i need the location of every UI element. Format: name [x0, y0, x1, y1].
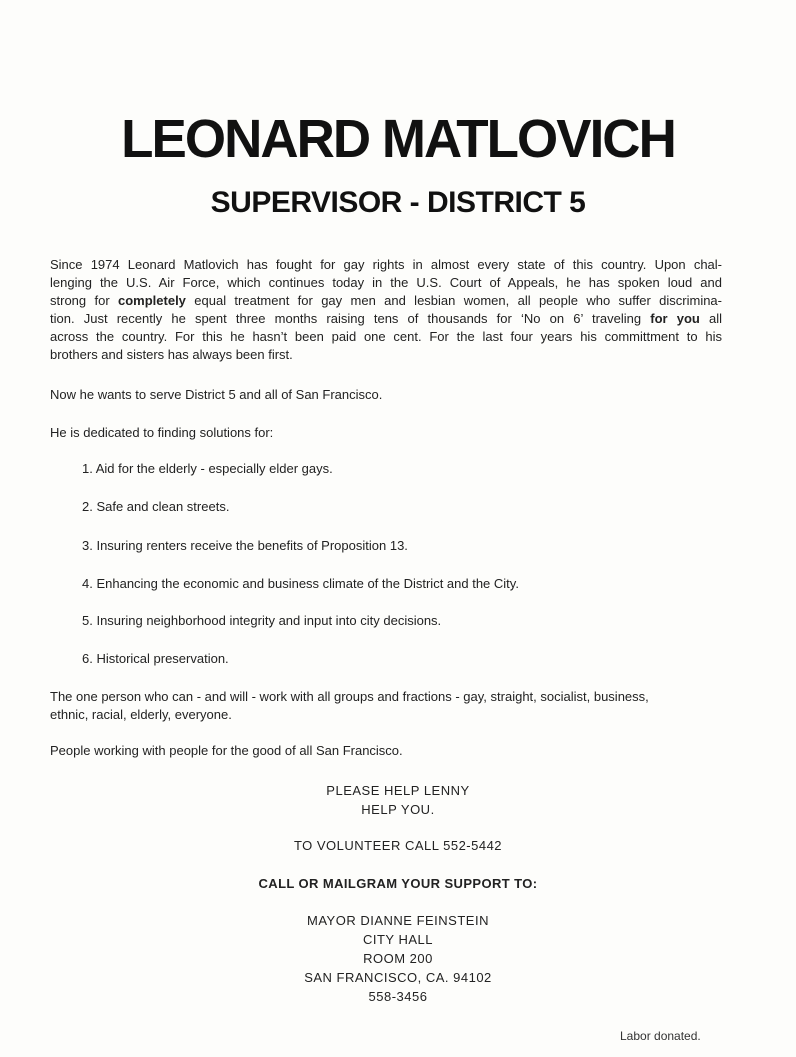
solution-item: 2. Safe and clean streets. — [82, 499, 230, 514]
solution-item: 3. Insuring renters receive the benefits of Proposition 13. — [82, 538, 408, 553]
intro-line: across the country. For this he hasn’t been paid one cent. For the last four years his committment to his — [50, 329, 722, 344]
solution-item: 5. Insuring neighborhood integrity and input into city decisions. — [82, 613, 442, 628]
intro-paragraph — [50, 256, 722, 364]
dedicated-paragraph: He is dedicated to finding solutions for: — [50, 425, 274, 440]
people-paragraph: People working with people for the good of all San Francisco. — [50, 743, 403, 758]
mailing-address: MAYOR DIANNE FEINSTEIN CITY HALL ROOM 200 SAN FRANCISCO, CA. 94102 558-3456 — [304, 913, 492, 1004]
call-mailgram-heading: CALL OR MAILGRAM YOUR SUPPORT TO: — [258, 876, 538, 891]
solution-item: 4. Enhancing the economic and business climate of the District and the City. — [82, 576, 519, 591]
help-lenny: PLEASE HELP LENNY HELP YOU. — [326, 783, 470, 817]
one-person-paragraph: The one person who can - and will - work with all groups and fractions - gay, straight, socialist, business, ethnic, racial, elderly, everyone. — [50, 689, 649, 722]
intro-line: lenging the U.S. Air Force, which continues today in the U.S. Court of Appeals, he has spoken loud and — [50, 275, 722, 290]
intro-line: strong for completely equal treatment for gay men and lesbian women, all people who suffer discrimina- — [50, 293, 722, 308]
intro-line: brothers and sisters has always been first. — [50, 347, 293, 362]
labor-donated-note: Labor donated. — [620, 1029, 701, 1043]
solution-item: 6. Historical preservation. — [82, 651, 229, 666]
intro-line: Since 1974 Leonard Matlovich has fought for gay rights in almost every state of this country. Upon chal- — [50, 257, 722, 272]
emphasis-for-you: for you — [650, 311, 700, 326]
page-subtitle: SUPERVISOR - DISTRICT 5 — [210, 186, 586, 219]
volunteer-line: TO VOLUNTEER CALL 552-5442 — [293, 838, 503, 853]
intro-line: tion. Just recently he spent three months raising tens of thousands for ‘No on 6’ traveling for you all — [50, 311, 722, 326]
district-paragraph: Now he wants to serve District 5 and all of San Francisco. — [50, 387, 383, 402]
page-title: LEONARD MATLOVICH — [121, 109, 675, 169]
emphasis-completely: completely — [118, 293, 186, 308]
solution-item: 1. Aid for the elderly - especially elder gays. — [82, 461, 333, 476]
